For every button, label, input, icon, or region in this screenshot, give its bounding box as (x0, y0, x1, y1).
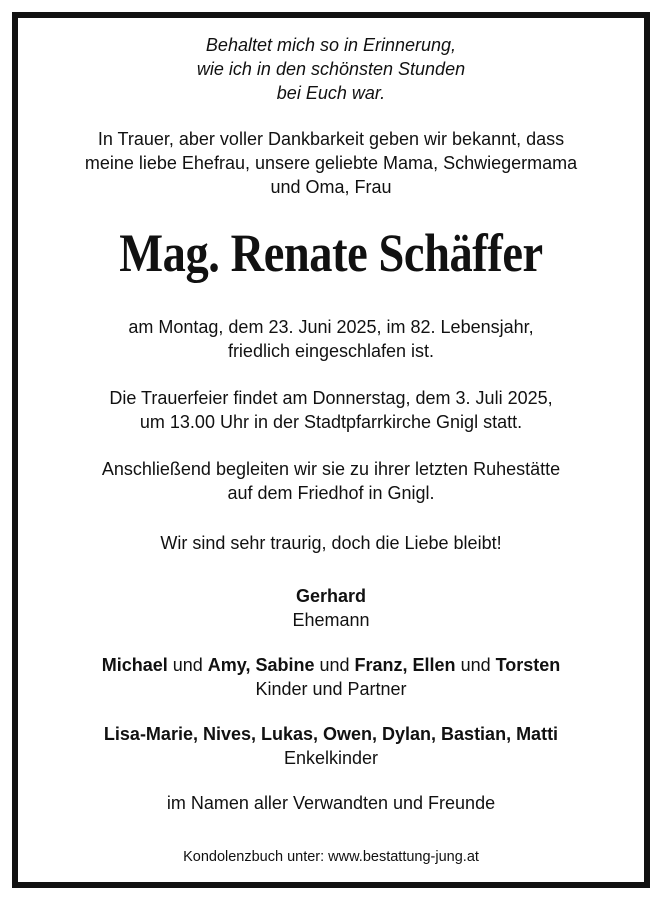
spouse-relation: Ehemann (292, 610, 370, 630)
mourner-spouse (0, 584, 662, 632)
intro-line: In Trauer, aber voller Dankbarkeit geben wir bekannt, dass (97, 129, 565, 149)
closing-line: im Namen aller Verwandten und Freunde (166, 793, 496, 813)
intro-line: und Oma, Frau (270, 177, 392, 197)
death-line: am Montag, dem 23. Juni 2025, im 82. Lebensjahr, (128, 317, 534, 337)
mourner-children (0, 653, 662, 701)
motto-line: Behaltet mich so in Erinnerung, (205, 35, 457, 55)
child-name: Torsten (495, 655, 561, 675)
burial-info (0, 457, 662, 505)
motto-line: bei Euch war. (276, 83, 386, 103)
mourner-grandchildren (0, 722, 662, 770)
intro-text (0, 127, 662, 199)
deceased-name: Mag. Renate Schäffer (119, 223, 543, 283)
child-name: Michael (101, 655, 168, 675)
intro-line: meine liebe Ehefrau, unsere geliebte Mama, Schwiegermama (84, 153, 578, 173)
child-name: Amy, Sabine (207, 655, 315, 675)
spouse-name: Gerhard (295, 586, 367, 606)
children-names (0, 653, 662, 677)
funeral-line: Die Trauerfeier findet am Donnerstag, dem 3. Juli 2025, (109, 388, 553, 408)
burial-line: Anschließend begleiten wir sie zu ihrer letzten Ruhestätte (101, 459, 561, 479)
funeral-line: um 13.00 Uhr in der Stadtpfarrkirche Gnigl statt. (139, 412, 523, 432)
condolence-book: Kondolenzbuch unter: www.bestattung-jung.at (183, 849, 479, 865)
sad-line: Wir sind sehr traurig, doch die Liebe bleibt! (160, 533, 502, 553)
conjunction: und (167, 655, 208, 675)
death-line: friedlich eingeschlafen ist. (227, 341, 435, 361)
grandchildren-relation: Enkelkinder (283, 748, 379, 768)
funeral-info (0, 386, 662, 434)
children-relation: Kinder und Partner (255, 679, 407, 699)
conjunction: und (455, 655, 496, 675)
burial-line: auf dem Friedhof in Gnigl. (227, 483, 435, 503)
motto-line: wie ich in den schönsten Stunden (196, 59, 466, 79)
grandchildren-names: Lisa-Marie, Nives, Lukas, Owen, Dylan, Bastian, Matti (103, 724, 559, 744)
death-info (0, 315, 662, 363)
memorial-motto (0, 33, 662, 105)
conjunction: und (314, 655, 355, 675)
child-name: Franz, Ellen (354, 655, 456, 675)
